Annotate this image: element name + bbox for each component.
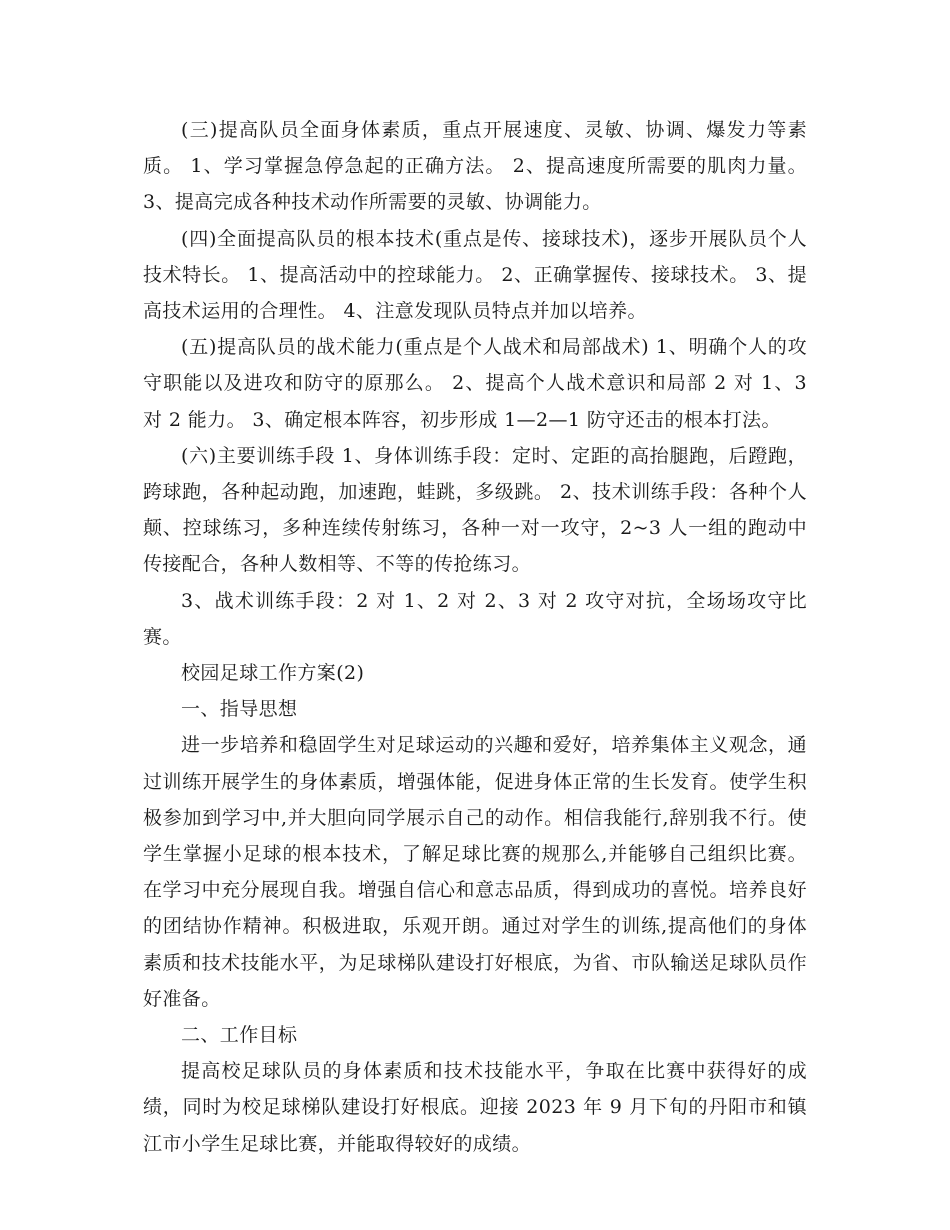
paragraph-guiding-ideology: 进一步培养和稳固学生对足球运动的兴趣和爱好，培养集体主义观念，通过训练开展学生的身体素质，增强体能，促进身体正常的生长发育。使学生积极参加到学习中,并大胆向同学展示自己的动作。相信我能行,辞别我不行。使学生掌握小足球的根本技术，了解足球比赛的规那么,并能够自己组织比赛。在学习中充分展现自我。增强自信心和意志品质，得到成功的喜悦。培养良好的团结协作精神。积极进取，乐观开朗。通过对学生的训练,提高他们的身体素质和技术技能水平，为足球梯队建设打好根底，为省、市队输送足球队员作好准备。 <box>143 734 807 1010</box>
paragraph-training-methods: (六)主要训练手段 1、身体训练手段：定时、定距的高抬腿跑，后蹬跑，跨球跑，各种起动跑，加速跑，蛙跳，多级跳。 2、技术训练手段：各种个人颠、控球练习，多种连续传射练习，各种一对一攻守，2~3 人一组的跑动中传接配合，各种人数相等、不等的传抢练习。 <box>143 444 807 576</box>
heading-guiding-ideology: 一、指导思想 <box>181 698 298 721</box>
paragraph-tactical-ability: (五)提高队员的战术能力(重点是个人战术和局部战术) 1、明确个人的攻守职能以及进攻和防守的原那么。 2、提高个人战术意识和局部 2 对 1、3 对 2 能力。 3、确定根本阵容，初步形成 1—2—1 防守还击的根本打法。 <box>143 336 807 431</box>
paragraph-physical-quality: (三)提高队员全面身体素质，重点开展速度、灵敏、协调、爆发力等素质。 1、学习掌握急停急起的正确方法。 2、提高速度所需要的肌肉力量。 3、提高完成各种技术动作所需要的灵敏、协调能力。 <box>143 119 807 214</box>
section-title-plan-2: 校园足球工作方案(2) <box>181 662 365 685</box>
paragraph-work-goals: 提高校足球队员的身体素质和技术技能水平，争取在比赛中获得好的成绩，同时为校足球梯队建设打好根底。迎接 2023 年 9 月下旬的丹阳市和镇江市小学生足球比赛，并能取得较好的成绩。 <box>143 1060 807 1155</box>
paragraph-basic-technique: (四)全面提高队员的根本技术(重点是传、接球技术)，逐步开展队员个人技术特长。 1、提高活动中的控球能力。 2、正确掌握传、接球技术。 3、提高技术运用的合理性。 4、注意发现队员特点并加以培养。 <box>143 227 807 323</box>
heading-work-goals: 二、工作目标 <box>181 1024 298 1047</box>
paragraph-tactical-training: 3、战术训练手段：2 对 1、2 对 2、3 对 2 攻守对抗，全场场攻守比赛。 <box>143 589 807 648</box>
document-body <box>143 112 807 1162</box>
